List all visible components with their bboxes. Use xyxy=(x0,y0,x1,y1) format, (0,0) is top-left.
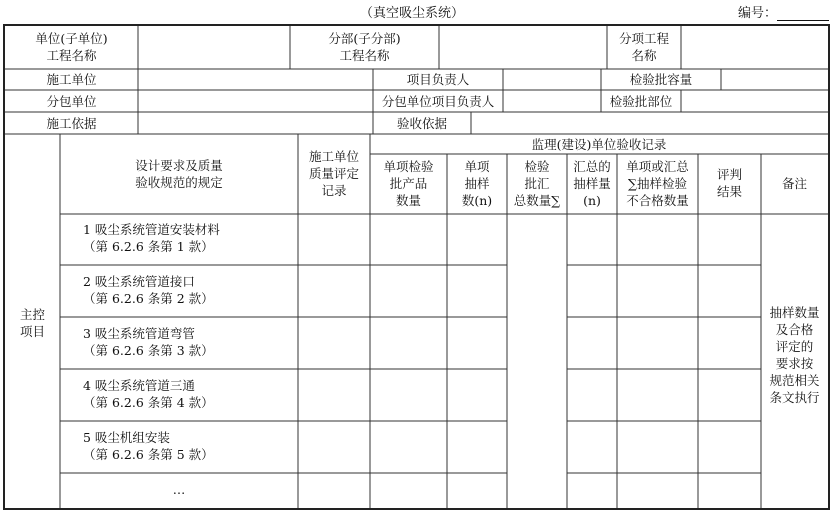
col-fail-line2: ∑抽样检验 xyxy=(628,176,687,191)
form-header xyxy=(0,0,833,22)
main-control-line2: 项目 xyxy=(19,324,45,339)
sub-item-name-label-line2: 名称 xyxy=(631,48,657,63)
number-label: 编号： xyxy=(738,6,778,21)
col-batch-qty-line1: 单项检验 xyxy=(383,159,434,174)
remark-line: 及合格 xyxy=(775,322,814,337)
item-ref: （第 6.2.6 条第 3 款） xyxy=(83,343,214,358)
spec-header-line2: 验收规范的规定 xyxy=(135,175,223,190)
remark-line: 规范相关 xyxy=(769,373,820,388)
main-control-line1: 主控 xyxy=(19,307,45,322)
ellipsis-row: … xyxy=(172,482,186,497)
remark-line: 条文执行 xyxy=(769,390,820,405)
item-ref: （第 6.2.6 条第 1 款） xyxy=(83,239,214,254)
col-total-line3: 总数量∑ xyxy=(513,193,561,208)
col-batch-qty-header xyxy=(370,158,447,209)
form-subtitle: （真空吸尘系统） xyxy=(360,6,465,21)
acceptance-basis-label: 验收依据 xyxy=(396,116,447,131)
unit-name-label-line2: 工程名称 xyxy=(46,48,97,63)
item-title: 5 吸尘机组安装 xyxy=(83,430,170,445)
supervision-header: 监理(建设)单位验收记录 xyxy=(531,137,667,152)
self-eval-header xyxy=(298,148,370,199)
list-item xyxy=(83,377,214,411)
spec-header xyxy=(60,157,298,191)
remark-line: 评定的 xyxy=(775,339,814,354)
col-total-header xyxy=(507,158,567,209)
item-title: 1 吸尘系统管道安装材料 xyxy=(83,222,220,237)
self-eval-header-line2: 质量评定 xyxy=(308,166,359,181)
subcontractor-label: 分包单位 xyxy=(46,94,97,109)
division-name-label-line2: 工程名称 xyxy=(339,48,390,63)
item-title: 3 吸尘系统管道弯管 xyxy=(83,326,195,341)
col-sample-line1: 单项 xyxy=(464,159,490,174)
col-sum-sample-line1: 汇总的 xyxy=(573,159,611,174)
col-batch-qty-line3: 数量 xyxy=(395,193,421,208)
col-total-line2: 批汇 xyxy=(524,176,550,191)
item-title: 2 吸尘系统管道接口 xyxy=(83,274,195,289)
item-ref: （第 6.2.6 条第 2 款） xyxy=(83,291,214,306)
contractor-label: 施工单位 xyxy=(46,72,97,87)
col-fail-line3: 不合格数量 xyxy=(626,193,689,208)
item-ref: （第 6.2.6 条第 5 款） xyxy=(83,447,214,462)
remark-text xyxy=(761,304,828,406)
remark-line: 要求按 xyxy=(775,356,814,371)
col-remark-header: 备注 xyxy=(781,176,807,191)
construction-basis-label: 施工依据 xyxy=(46,116,97,131)
batch-capacity-label: 检验批容量 xyxy=(629,72,693,87)
col-sum-sample-line3: (n) xyxy=(583,193,601,208)
inspection-form-table xyxy=(3,24,830,510)
form-number xyxy=(738,2,829,21)
division-name-label-line1: 分部(子分部) xyxy=(328,31,401,46)
self-eval-header-line1: 施工单位 xyxy=(308,149,359,164)
self-eval-header-line3: 记录 xyxy=(321,183,347,198)
sub-item-name-label xyxy=(607,30,681,64)
item-ref: （第 6.2.6 条第 4 款） xyxy=(83,395,214,410)
col-total-line1: 检验 xyxy=(524,159,550,174)
sub-item-name-label-line1: 分项工程 xyxy=(618,31,669,46)
col-fail-header xyxy=(617,158,698,209)
col-judge-header xyxy=(698,166,761,200)
list-item xyxy=(83,325,214,359)
item-title: 4 吸尘系统管道三通 xyxy=(83,378,195,393)
col-fail-line1: 单项或汇总 xyxy=(626,159,689,174)
batch-location-label: 检验批部位 xyxy=(609,94,673,109)
list-item xyxy=(83,273,214,307)
col-sample-line3: 数(n) xyxy=(461,193,493,208)
col-judge-line1: 评判 xyxy=(716,167,742,182)
list-item xyxy=(83,429,214,463)
col-sample-line2: 抽样 xyxy=(464,176,490,191)
col-sample-header xyxy=(447,158,507,209)
spec-header-line1: 设计要求及质量 xyxy=(135,158,223,173)
number-field[interactable] xyxy=(777,7,829,21)
sub-manager-label: 分包单位项目负责人 xyxy=(381,94,495,109)
col-sum-sample-header xyxy=(567,158,617,209)
unit-name-label-line1: 单位(子单位) xyxy=(35,31,108,46)
col-batch-qty-line2: 批产品 xyxy=(389,176,428,191)
division-name-label xyxy=(290,30,439,64)
remark-line: 抽样数量 xyxy=(769,305,820,320)
list-item xyxy=(83,221,220,255)
unit-name-label xyxy=(5,30,138,64)
project-manager-label: 项目负责人 xyxy=(406,72,470,87)
main-control-label xyxy=(5,306,60,340)
col-judge-line2: 结果 xyxy=(716,184,742,199)
col-sum-sample-line2: 抽样量 xyxy=(573,176,611,191)
